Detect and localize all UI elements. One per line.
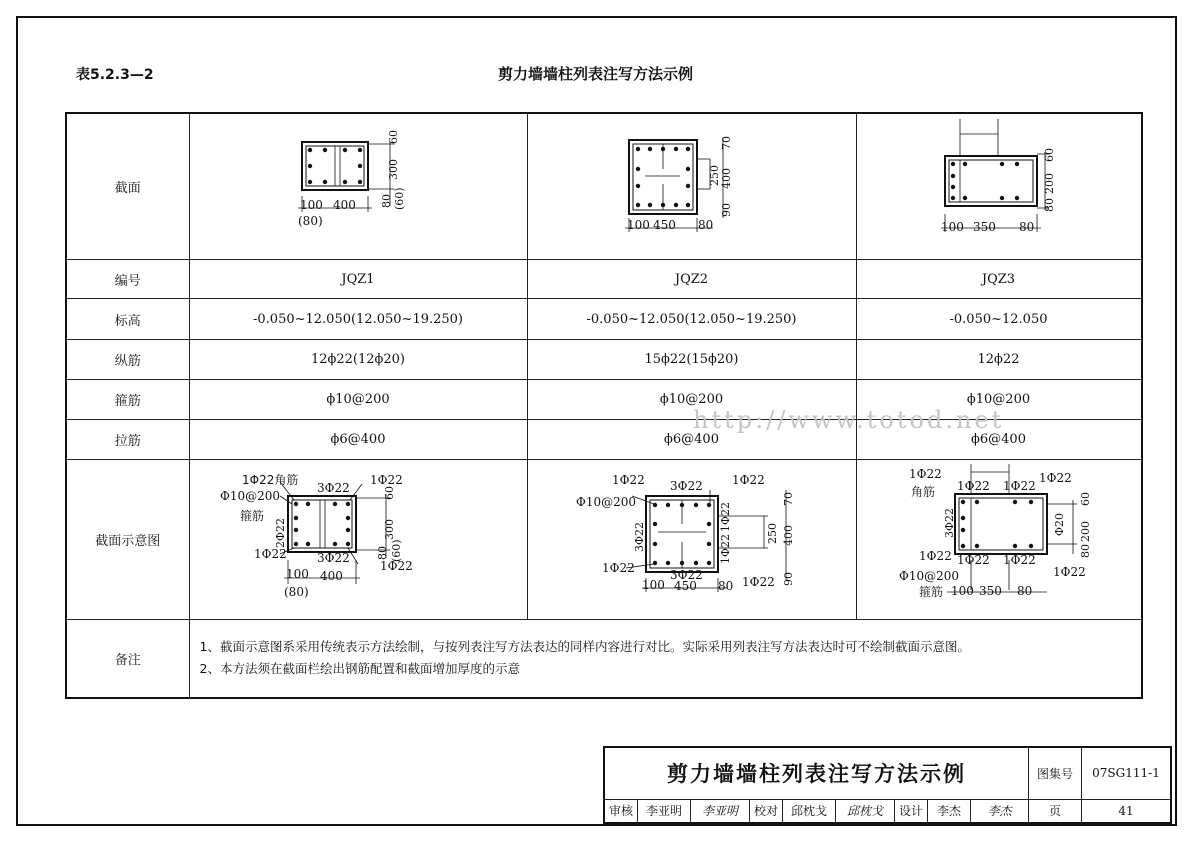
elevation-jqz1: -0.050~12.050(12.050~19.250) bbox=[189, 299, 527, 340]
label-top-1: 1Φ22 bbox=[956, 479, 990, 493]
atlas-label: 图集号 bbox=[1029, 747, 1082, 799]
dim-90: 90 bbox=[719, 203, 733, 217]
dim-350: 350 bbox=[978, 584, 1002, 598]
label-right-corner: 1Φ22 bbox=[369, 473, 403, 487]
label-right-top: 1Φ22 bbox=[1038, 471, 1072, 485]
section-cell-jqz3 bbox=[856, 113, 1142, 260]
reviewer-signature: 李亚明 bbox=[691, 799, 750, 823]
dim-80: 80 bbox=[717, 579, 733, 593]
title-block bbox=[603, 746, 1172, 824]
row-label-remarks: 备注 bbox=[66, 620, 189, 698]
label-left-bars: 3Φ22 bbox=[632, 521, 646, 552]
section-cell-jqz1 bbox=[189, 113, 527, 260]
label-corner-bar: 1Φ22角筋 bbox=[241, 473, 298, 487]
label-left-bottom: 1Φ22 bbox=[253, 547, 287, 561]
dim-70: 70 bbox=[719, 136, 733, 150]
sketch-cell-jqz2 bbox=[527, 460, 856, 620]
atlas-number: 07SG111-1 bbox=[1082, 747, 1172, 799]
page-label: 页 bbox=[1029, 799, 1082, 823]
dim-450: 450 bbox=[652, 218, 676, 232]
sketch-drawing-jqz1 bbox=[190, 460, 527, 615]
dim-80: 80 bbox=[375, 546, 389, 560]
designer-signature: 李杰 bbox=[971, 799, 1029, 823]
row-label-long-bars: 纵筋 bbox=[66, 340, 189, 380]
number-jqz2: JQZ2 bbox=[527, 260, 856, 299]
dim-350: 350 bbox=[972, 220, 996, 234]
label-stirrup-spec: Φ10@200 bbox=[219, 489, 280, 503]
dim-100: 100 bbox=[299, 198, 323, 212]
dim-80-paren: (80) bbox=[283, 585, 309, 599]
dim-100: 100 bbox=[641, 578, 665, 592]
sketch-drawing-jqz2 bbox=[528, 460, 856, 615]
dim-60: 60 bbox=[382, 486, 396, 500]
dim-300: 300 bbox=[386, 159, 400, 180]
remark-2: 2、本方法须在截面栏绘出钢筋配置和截面增加厚度的示意 bbox=[199, 661, 520, 677]
label-top-2: 1Φ22 bbox=[1002, 479, 1036, 493]
label-right-bar-1: 1Φ22 bbox=[718, 501, 732, 532]
dim-100: 100 bbox=[940, 220, 964, 234]
label-bottom-1: 1Φ22 bbox=[956, 553, 990, 567]
row-label-ties: 拉筋 bbox=[66, 420, 189, 460]
remark-1: 1、截面示意图系采用传统表示方法绘制，与按列表注写方法表达的同样内容进行对比。实际采用列表注写方法表达时可不绘制截面示意图。 bbox=[199, 639, 970, 655]
dim-300: 300 bbox=[382, 519, 396, 540]
dim-400: 400 bbox=[781, 525, 795, 546]
sketch-cell-jqz3 bbox=[856, 460, 1142, 620]
label-top-bars: 3Φ22 bbox=[669, 479, 703, 493]
label-phi20: Φ20 bbox=[1052, 512, 1066, 536]
dim-400: 400 bbox=[332, 198, 356, 212]
label-bottom-bars: 3Φ22 bbox=[316, 551, 350, 565]
table-number: 表5.2.3—2 bbox=[76, 67, 154, 83]
number-jqz3: JQZ3 bbox=[856, 260, 1142, 299]
ties-jqz1: ϕ6@400 bbox=[189, 420, 527, 460]
dim-80: 80 bbox=[1016, 584, 1032, 598]
dim-100: 100 bbox=[950, 584, 974, 598]
dim-90: 90 bbox=[781, 572, 795, 586]
dim-450: 450 bbox=[673, 579, 697, 593]
sketch-cell-jqz1 bbox=[189, 460, 527, 620]
long-bars-jqz1: 12ϕ22(12ϕ20) bbox=[189, 340, 527, 380]
row-label-number: 编号 bbox=[66, 260, 189, 299]
checker-signature: 邱枕戈 bbox=[836, 799, 895, 823]
stirrups-jqz2: ϕ10@200 bbox=[527, 380, 856, 420]
row-label-sketch: 截面示意图 bbox=[66, 460, 189, 620]
row-label-elevation: 标高 bbox=[66, 299, 189, 340]
section-drawing-jqz2 bbox=[528, 114, 856, 255]
label-stirrup-spec: Φ10@200 bbox=[575, 495, 636, 509]
row-label-section: 截面 bbox=[66, 113, 189, 260]
page-number: 41 bbox=[1082, 799, 1172, 823]
label-left-bottom: 1Φ22 bbox=[918, 549, 952, 563]
label-bottom-2: 1Φ22 bbox=[1002, 553, 1036, 567]
label-right-bottom: 1Φ22 bbox=[741, 575, 775, 589]
page-title: 剪力墙墙柱列表注写方法示例 bbox=[497, 65, 693, 83]
label-left-bars: 3Φ22 bbox=[942, 507, 956, 538]
label-top-bars: 3Φ22 bbox=[316, 481, 350, 495]
stirrups-jqz1: ϕ10@200 bbox=[189, 380, 527, 420]
dim-200: 200 bbox=[1042, 173, 1056, 194]
title-block-title: 剪力墙墙柱列表注写方法示例 bbox=[604, 747, 1029, 799]
label-right-bottom: 1Φ22 bbox=[1052, 565, 1086, 579]
sketch-drawing-jqz3 bbox=[857, 460, 1141, 615]
ties-jqz3: ϕ6@400 bbox=[856, 420, 1142, 460]
long-bars-jqz2: 15ϕ22(15ϕ20) bbox=[527, 340, 856, 380]
section-cell-jqz2 bbox=[527, 113, 856, 260]
check-label: 校对 bbox=[750, 799, 783, 823]
dim-200: 200 bbox=[1078, 521, 1092, 542]
section-drawing-jqz3 bbox=[857, 114, 1141, 255]
elevation-jqz2: -0.050~12.050(12.050~19.250) bbox=[527, 299, 856, 340]
label-stirrup-spec: Φ10@200 bbox=[898, 569, 959, 583]
remarks-cell bbox=[189, 620, 1142, 698]
reviewer-name: 李亚明 bbox=[638, 799, 691, 823]
stirrups-jqz3: ϕ10@200 bbox=[856, 380, 1142, 420]
label-right-top: 1Φ22 bbox=[731, 473, 765, 487]
label-right-bar-2: 1Φ22 bbox=[718, 533, 732, 564]
design-label: 设计 bbox=[895, 799, 928, 823]
dim-80-v: 80 bbox=[1042, 198, 1056, 212]
dim-80-paren: (80) bbox=[297, 214, 323, 228]
watermark: http://www.totod.net bbox=[693, 406, 1005, 434]
label-stirrup: 箍筋 bbox=[239, 509, 264, 523]
label-bottom-bars: 3Φ22 bbox=[669, 568, 703, 582]
dim-60-paren: (60) bbox=[389, 539, 403, 562]
dim-100: 100 bbox=[285, 567, 309, 581]
dim-80-v: 80 bbox=[1078, 544, 1092, 558]
label-left-top: 1Φ22 bbox=[908, 467, 942, 481]
dim-60: 60 bbox=[1042, 148, 1056, 162]
label-right-bottom: 1Φ22 bbox=[379, 559, 413, 573]
label-stirrup: 箍筋 bbox=[918, 585, 943, 599]
row-label-stirrups: 箍筋 bbox=[66, 380, 189, 420]
elevation-jqz3: -0.050~12.050 bbox=[856, 299, 1142, 340]
number-jqz1: JQZ1 bbox=[189, 260, 527, 299]
dim-60-paren: (60) bbox=[392, 187, 406, 210]
dim-400-v: 400 bbox=[719, 168, 733, 189]
dim-80: 80 bbox=[697, 218, 713, 232]
label-corner: 角筋 bbox=[910, 485, 935, 499]
dim-250: 250 bbox=[707, 165, 721, 186]
dim-80: 80 bbox=[1018, 220, 1034, 234]
label-left-bottom: 1Φ22 bbox=[601, 561, 635, 575]
dim-60: 60 bbox=[386, 130, 400, 144]
long-bars-jqz3: 12ϕ22 bbox=[856, 340, 1142, 380]
checker-name: 邱枕戈 bbox=[783, 799, 836, 823]
designer-name: 李杰 bbox=[928, 799, 971, 823]
column-schedule-table bbox=[65, 112, 1143, 699]
dim-80: 80 bbox=[379, 194, 393, 208]
label-side-bars: 2Φ22 bbox=[273, 517, 287, 548]
review-label: 审核 bbox=[604, 799, 638, 823]
section-drawing-jqz1 bbox=[190, 114, 527, 255]
label-left-top: 1Φ22 bbox=[611, 473, 645, 487]
ties-jqz2: ϕ6@400 bbox=[527, 420, 856, 460]
dim-70: 70 bbox=[781, 492, 795, 506]
dim-100: 100 bbox=[626, 218, 650, 232]
dim-250: 250 bbox=[765, 523, 779, 544]
dim-60: 60 bbox=[1078, 492, 1092, 506]
dim-400: 400 bbox=[319, 569, 343, 583]
